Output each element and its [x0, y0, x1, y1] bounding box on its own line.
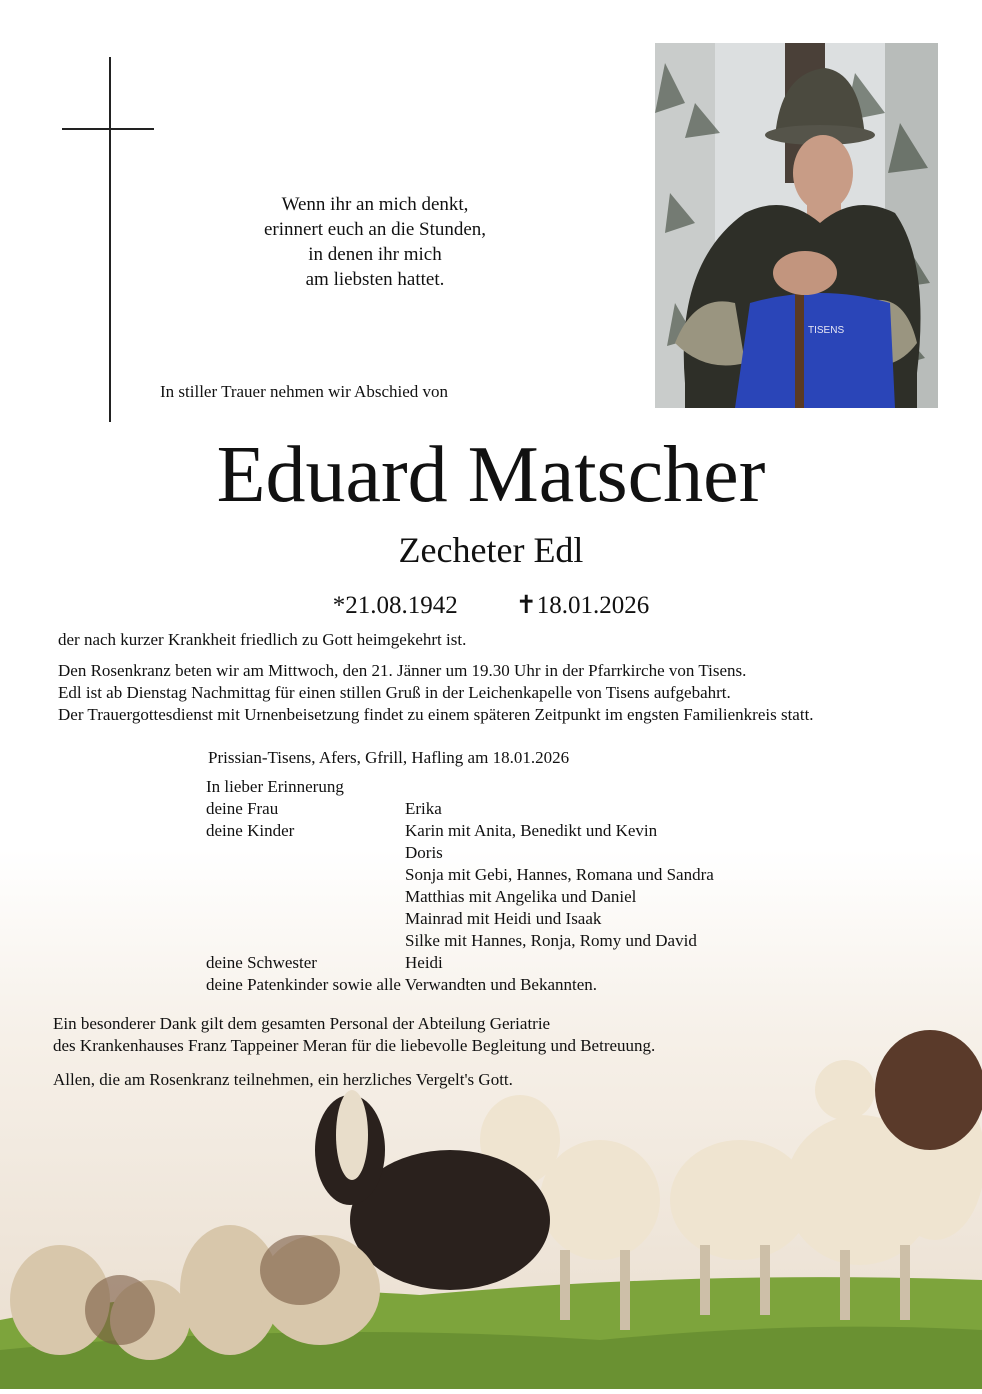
service-line: Der Trauergottesdienst mit Urnenbeisetzung findet zu einem späteren Zeitpunkt im engsten Familienkreis statt.: [58, 705, 814, 724]
mourner-row: [206, 776, 714, 798]
thanks-line: des Krankenhauses Franz Tappeiner Meran für die liebevolle Begleitung und Betreuung.: [53, 1036, 656, 1055]
deceased-nickname: Zecheter Edl: [398, 530, 584, 570]
thanks-text: [53, 1013, 655, 1057]
birth-date: *21.08.1942: [332, 592, 458, 619]
mourner-relation: [206, 842, 405, 864]
mourner-relation: [206, 908, 405, 930]
thanks-line: Ein besonderer Dank gilt dem gesamten Personal der Abteilung Geriatrie: [53, 1014, 551, 1033]
poem-line: in denen ihr mich: [308, 244, 442, 265]
service-line: Den Rosenkranz beten wir am Mittwoch, den 21. Jänner um 19.30 Uhr in der Pfarrkirche von Tisens.: [58, 661, 747, 680]
mourner-names: Mainrad mit Heidi und Isaak: [405, 909, 602, 928]
service-line: Edl ist ab Dienstag Nachmittag für einen stillen Gruß in der Leichenkapelle von Tisens aufgebahrt.: [58, 683, 731, 702]
mourner-row: [206, 886, 714, 908]
mourner-names: Heidi: [405, 953, 443, 972]
mourner-row: [206, 820, 714, 842]
cross-vertical-line: [109, 57, 111, 422]
closing-text: Allen, die am Rosenkranz teilnehmen, ein herzliches Vergelt's Gott.: [53, 1070, 513, 1089]
cross-horizontal-line: [62, 128, 154, 130]
poem-line: Wenn ihr an mich denkt,: [281, 194, 469, 215]
mourner-row: [206, 842, 714, 864]
mourner-relation: [206, 886, 405, 908]
mourner-names: Doris: [405, 843, 443, 862]
mourners-list: [206, 776, 714, 996]
mourner-relation: [206, 864, 405, 886]
mourner-relation: deine Patenkinder sowie alle Verwandten und Bekannten.: [206, 975, 598, 994]
deceased-name: Eduard Matscher: [216, 431, 766, 519]
mourner-names: Silke mit Hannes, Ronja, Romy und David: [405, 931, 697, 950]
poem-line: am liebsten hattet.: [305, 269, 445, 290]
mourner-names: Matthias mit Angelika und Daniel: [405, 887, 637, 906]
mourner-relation: In lieber Erinnerung: [206, 777, 344, 796]
mourner-relation: deine Kinder: [206, 821, 295, 840]
mourner-relation: deine Schwester: [206, 953, 317, 972]
mourner-names: Sonja mit Gebi, Hannes, Romana und Sandra: [405, 865, 714, 884]
apron-text: TISENS: [808, 325, 845, 336]
mourner-row: [206, 798, 714, 820]
mourner-row: [206, 974, 714, 996]
mourner-row: [206, 908, 714, 930]
mourner-row: [206, 864, 714, 886]
mourner-names: Erika: [405, 799, 442, 818]
portrait-photo: [655, 43, 938, 408]
mourner-names: Karin mit Anita, Benedikt und Kevin: [405, 821, 658, 840]
memorial-poem: [200, 192, 550, 292]
service-info: [58, 660, 814, 726]
life-dates: [0, 589, 982, 623]
mourner-relation: deine Frau: [206, 799, 279, 818]
mourner-row: [206, 952, 714, 974]
death-date: ✝18.01.2026: [515, 592, 650, 619]
homecoming-text: der nach kurzer Krankheit friedlich zu Gott heimgekehrt ist.: [58, 630, 467, 649]
mourner-relation: [206, 930, 405, 952]
intro-text: In stiller Trauer nehmen wir Abschied von: [160, 382, 449, 401]
poem-line: erinnert euch an die Stunden,: [263, 219, 487, 240]
place-date: Prissian-Tisens, Afers, Gfrill, Hafling am 18.01.2026: [208, 748, 570, 767]
mourner-row: [206, 930, 714, 952]
